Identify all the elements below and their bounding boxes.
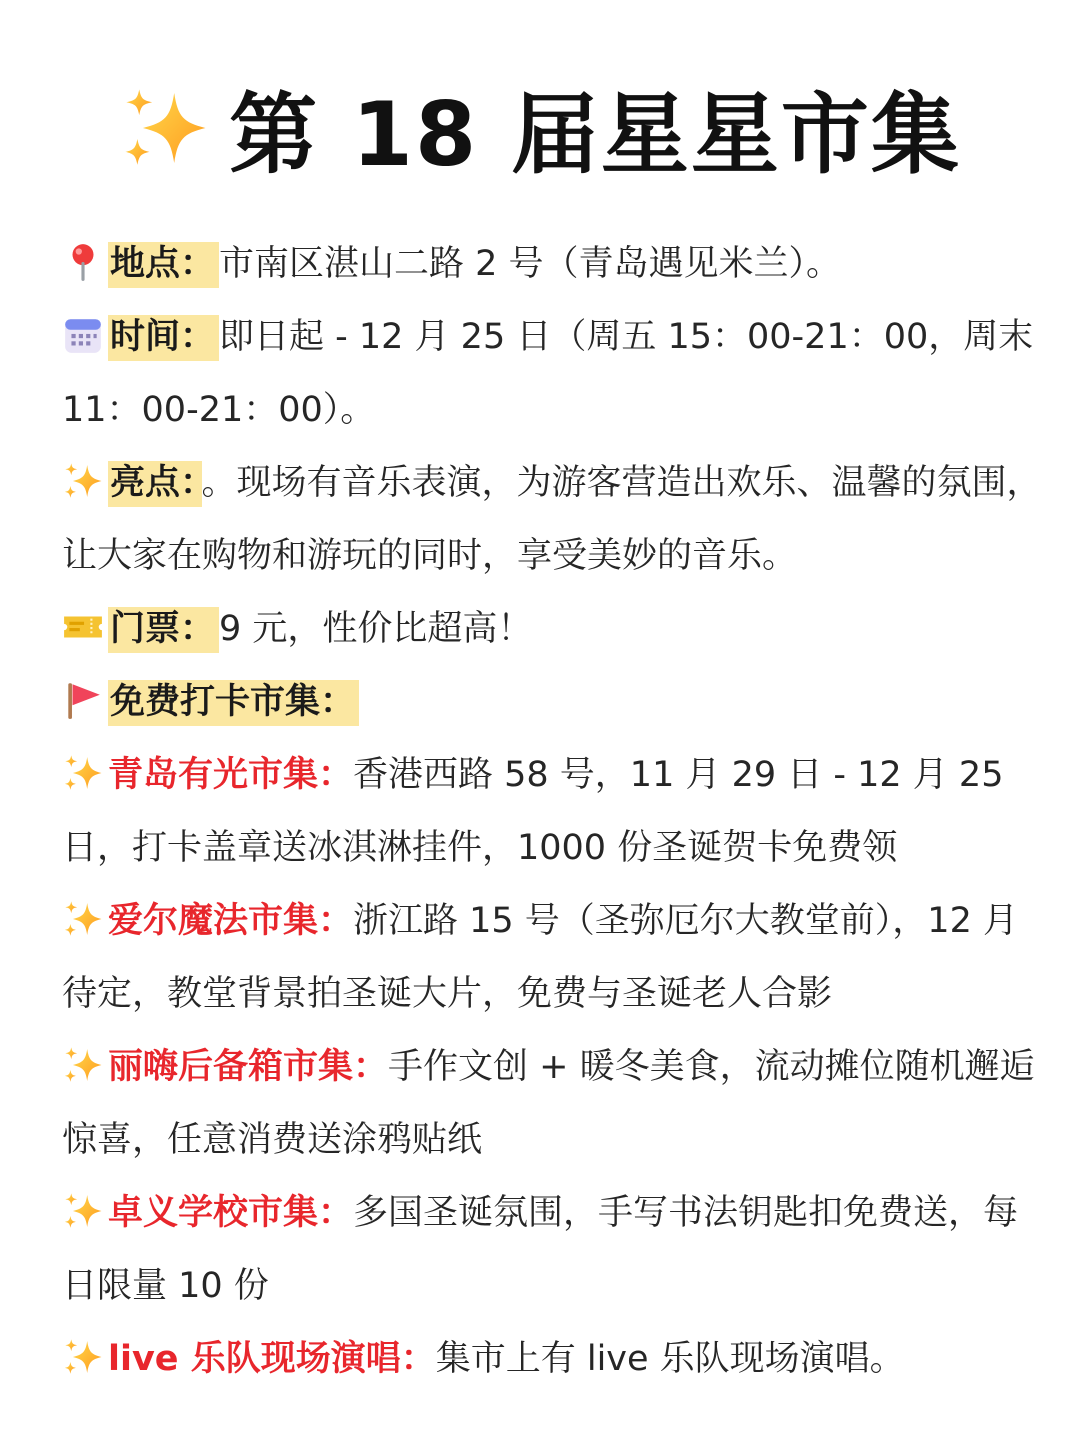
info-label: 亮点： bbox=[108, 461, 202, 507]
calendar-icon bbox=[62, 314, 104, 356]
sparkles-icon bbox=[119, 82, 211, 174]
info-time bbox=[62, 301, 1047, 447]
info-label: 门票： bbox=[108, 607, 219, 653]
content bbox=[62, 228, 1047, 1396]
market-name: 青岛有光市集： bbox=[108, 755, 354, 795]
market-text: 浙江路 15 号（圣弥厄尔大教堂前），12 月待定，教堂背景拍圣诞大片，免费与圣诞老人合影 bbox=[62, 901, 1018, 1014]
market-text: 多国圣诞氛围，手写书法钥匙扣免费送，每日限量 10 份 bbox=[62, 1193, 1019, 1306]
sparkles-icon bbox=[62, 752, 104, 794]
market-name: live 乐队现场演唱： bbox=[108, 1339, 436, 1379]
sparkles-icon bbox=[62, 1336, 104, 1378]
sparkles-icon bbox=[62, 1044, 104, 1086]
sparkles-icon bbox=[62, 898, 104, 940]
market-text: 集市上有 live 乐队现场演唱。 bbox=[435, 1339, 905, 1379]
info-text: 。现场有音乐表演，为游客营造出欢乐、温馨的氛围，让大家在购物和游玩的同时，享受美妙的音乐。 bbox=[62, 463, 1042, 576]
page-title bbox=[0, 78, 1080, 186]
market-text: 手作文创 + 暖冬美食，流动摊位随机邂逅惊喜，任意消费送涂鸦贴纸 bbox=[62, 1047, 1035, 1160]
info-ticket bbox=[62, 593, 1047, 666]
sparkles-icon bbox=[62, 1190, 104, 1232]
section-label: 免费打卡市集： bbox=[108, 680, 359, 726]
market-name: 丽嗨后备箱市集： bbox=[108, 1047, 389, 1087]
info-text: 即日起 - 12 月 25 日（周五 15：00-21：00，周末 11：00-21：00）。 bbox=[62, 317, 1034, 430]
ticket-icon bbox=[62, 606, 104, 648]
info-label: 时间： bbox=[108, 315, 219, 361]
flag-icon bbox=[62, 679, 104, 721]
market-item bbox=[62, 885, 1047, 1031]
info-highlight bbox=[62, 447, 1047, 593]
title-text: 第 18 届星星市集 bbox=[229, 83, 961, 186]
info-label: 地点： bbox=[108, 242, 219, 288]
sparkles-icon bbox=[62, 460, 104, 502]
market-item bbox=[62, 1323, 1047, 1396]
pin-icon bbox=[62, 241, 104, 283]
market-item bbox=[62, 1031, 1047, 1177]
info-text: 9 元，性价比超高！ bbox=[219, 609, 533, 649]
info-location bbox=[62, 228, 1047, 301]
market-name: 爱尔魔法市集： bbox=[108, 901, 354, 941]
market-item bbox=[62, 739, 1047, 885]
free-market-heading bbox=[62, 666, 1047, 739]
market-text: 香港西路 58 号，11 月 29 日 - 12 月 25 日，打卡盖章送冰淇淋挂件，1000 份圣诞贺卡免费领 bbox=[62, 755, 1004, 868]
info-text: 市南区湛山二路 2 号（青岛遇见米兰）。 bbox=[219, 244, 842, 284]
market-item bbox=[62, 1177, 1047, 1323]
market-name: 卓义学校市集： bbox=[108, 1193, 354, 1233]
